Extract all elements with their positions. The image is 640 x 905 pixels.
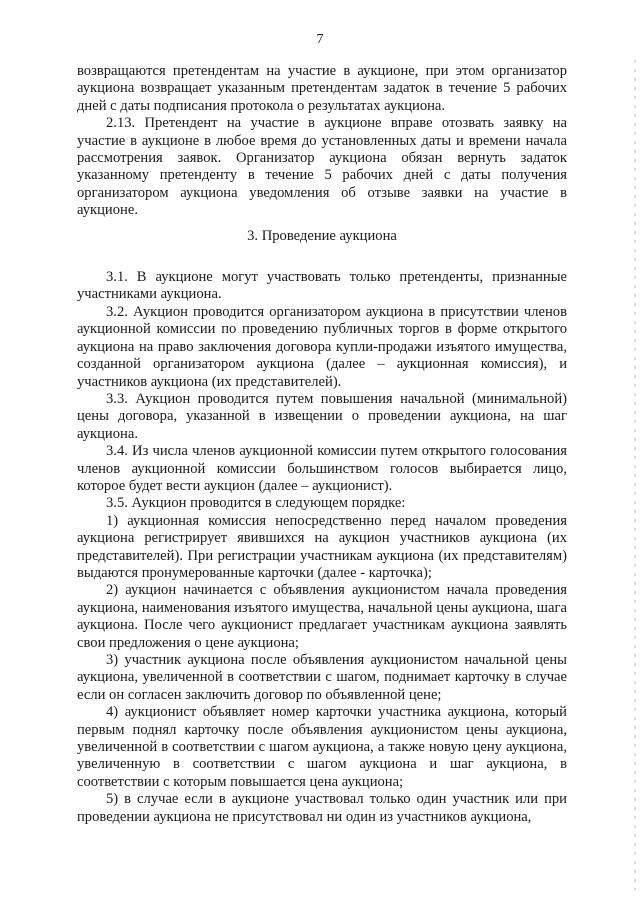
- paragraph-continuation: возвращаются претендентам на участие в аукционе, при этом организатор аукциона возвращает указанным претендентам задаток в течение 5 рабочих дней с даты подписания протокола о результатах аукциона.: [77, 63, 567, 114]
- paragraph-3-3: 3.3. Аукцион проводится путем повышения начальной (минимальной) цены договора, указанной в извещении о проведении аукциона, на шаг аукциона.: [77, 390, 567, 442]
- list-item-3: 3) участник аукциона после объявления аукционистом начальной цены аукциона, увеличенной в соответствии с шагом, поднимает карточку в случае если он согласен заключить договор по объявленной цене;: [77, 652, 567, 703]
- paragraph-3-5: 3.5. Аукцион проводится в следующем порядке:: [106, 495, 406, 512]
- page-number: 7: [316, 32, 324, 47]
- paragraph-3-2: 3.2. Аукцион проводится организатором аукциона в присутствии членов аукционной комиссии по проведению публичных торгов в форме открытого аукциона на право заключения договора купли-продажи изъятого имущества, созданной организатором аукциона (далее – аукционная комиссия), и участников аукциона (их представителей).: [77, 303, 567, 390]
- paragraph-2-13: 2.13. Претендент на участие в аукционе вправе отозвать заявку на участие в аукционе в любое время до установленных даты и времени начала рассмотрения заявок. Организатор аукциона обязан вернуть задаток указанному претенденту в течение 5 рабочих дней с даты получения организатором аукциона уведомления об отзыве заявки на участие в аукционе.: [77, 115, 567, 219]
- list-item-4: 4) аукционист объявляет номер карточки участника аукциона, который первым поднял карточку после объявления аукционистом цены аукциона, увеличенной в соответствии с шагом аукциона, а также новую цену аукциона, увеличенную в соответствии с шагом аукциона и шаг аукциона, в соответствии с которым повышается цена аукциона;: [77, 704, 567, 790]
- list-item-2: 2) аукцион начинается с объявления аукционистом начала проведения аукциона, наименования изъятого имущества, начальной цены аукциона, шага аукциона. После чего аукционист предлагает участникам аукциона заявлять свои предложения о цене аукциона;: [77, 582, 567, 651]
- document-body: [77, 63, 567, 826]
- section-heading: 3. Проведение аукциона: [247, 227, 397, 244]
- paragraph-3-1: 3.1. В аукционе могут участвовать только претенденты, признанные участниками аукциона.: [77, 269, 567, 303]
- scan-edge-artifact: [634, 60, 636, 890]
- paragraph-3-4: 3.4. Из числа членов аукционной комиссии путем открытого голосования членов аукционной комиссии большинством голосов выбирается лицо, которое будет вести аукцион (далее – аукционист).: [77, 443, 567, 494]
- list-item-5: 5) в случае если в аукционе участвовал только один участник или при проведении аукциона не присутствовал ни один из участников аукциона,: [77, 791, 567, 825]
- list-item-1: 1) аукционная комиссия непосредственно перед началом проведения аукциона регистрирует явившихся на аукцион участников аукциона (их представителей). При регистрации участникам аукциона (их представителям) выдаются пронумерованные карточки (далее - карточка);: [77, 512, 567, 581]
